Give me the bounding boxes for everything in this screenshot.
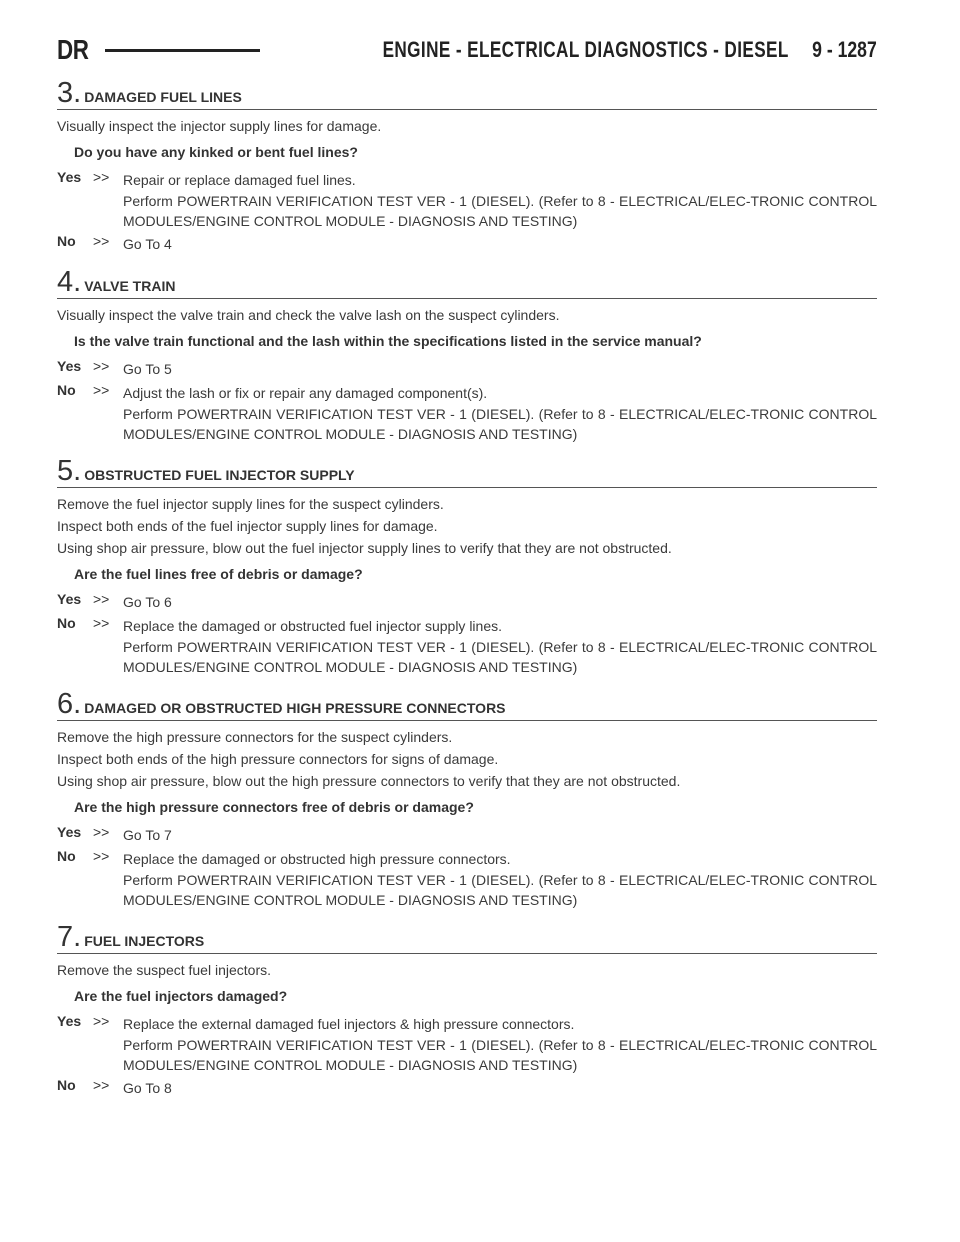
verification-reference: Perform POWERTRAIN VERIFICATION TEST VER - 1 (DIESEL). (Refer to 8 - ELECTRICAL/ELEC-TRONIC CONTROL MODULES/ENGINE CONTROL MODULE - DIAGNOSIS AND TESTING) [123, 406, 877, 442]
answer-arrow: >> [93, 382, 110, 398]
step-title: DAMAGED OR OBSTRUCTED HIGH PRESSURE CONNECTORS [84, 700, 506, 716]
verification-reference: Perform POWERTRAIN VERIFICATION TEST VER - 1 (DIESEL). (Refer to 8 - ELECTRICAL/ELEC-TRONIC CONTROL MODULES/ENGINE CONTROL MODULE - DIAGNOSIS AND TESTING) [123, 193, 877, 229]
step-title: VALVE TRAIN [84, 278, 176, 294]
answer-row [57, 1013, 877, 1075]
answer-label: Yes [57, 824, 82, 840]
answer-body [123, 1013, 877, 1075]
manual-code: DR [57, 34, 89, 65]
diagnostic-step [57, 78, 877, 255]
answer-arrow: >> [93, 1013, 110, 1029]
answer-action: Go To 8 [123, 1080, 172, 1096]
answer-action: Go To 4 [123, 236, 172, 252]
header-rule [105, 49, 260, 52]
step-title: FUEL INJECTORS [84, 933, 205, 949]
answer-body [123, 358, 877, 380]
page-header [57, 30, 877, 70]
step-title: OBSTRUCTED FUEL INJECTOR SUPPLY [84, 467, 355, 483]
diagnostic-step [57, 922, 877, 1099]
answer-action: Replace the external damaged fuel injectors & high pressure connectors. [123, 1016, 575, 1032]
answer-row [57, 1077, 877, 1099]
step-number: 3. [57, 77, 82, 109]
verification-reference: Perform POWERTRAIN VERIFICATION TEST VER - 1 (DIESEL). (Refer to 8 - ELECTRICAL/ELEC-TRONIC CONTROL MODULES/ENGINE CONTROL MODULE - DIAGNOSIS AND TESTING) [123, 1037, 877, 1073]
step-heading [57, 456, 877, 488]
answer-label: No [57, 1077, 76, 1093]
answer-row [57, 358, 877, 380]
step-question: Is the valve train functional and the lash within the specifications listed in the service manual? [74, 333, 702, 349]
step-question: Are the fuel lines free of debris or damage? [74, 566, 363, 582]
instruction-text: Inspect both ends of the high pressure connectors for signs of damage. [57, 751, 499, 767]
instruction-text: Remove the fuel injector supply lines for the suspect cylinders. [57, 496, 444, 512]
diagnostic-step [57, 456, 877, 677]
step-question: Are the high pressure connectors free of debris or damage? [74, 799, 474, 815]
answer-label: Yes [57, 1013, 82, 1029]
answer-action: Adjust the lash or fix or repair any damaged component(s). [123, 385, 488, 401]
verification-reference: Perform POWERTRAIN VERIFICATION TEST VER - 1 (DIESEL). (Refer to 8 - ELECTRICAL/ELEC-TRONIC CONTROL MODULES/ENGINE CONTROL MODULE - DIAGNOSIS AND TESTING) [123, 872, 877, 908]
answer-action: Go To 5 [123, 361, 172, 377]
step-number: 6. [57, 688, 82, 720]
answer-body [123, 591, 877, 613]
instruction-text: Using shop air pressure, blow out the fuel injector supply lines to verify that they are not obstructed. [57, 540, 672, 556]
answer-row [57, 591, 877, 613]
answer-label: Yes [57, 169, 82, 185]
answer-body [123, 848, 877, 910]
step-heading [57, 922, 877, 954]
answer-action: Replace the damaged or obstructed fuel injector supply lines. [123, 618, 502, 634]
answer-action: Go To 6 [123, 594, 172, 610]
answer-body [123, 169, 877, 231]
answer-label: No [57, 382, 76, 398]
answer-body [123, 615, 877, 677]
step-number: 4. [57, 266, 82, 298]
step-number: 5. [57, 455, 82, 487]
answer-arrow: >> [93, 591, 110, 607]
document-body [57, 78, 877, 1111]
page-number: 9 - 1287 [812, 37, 877, 62]
answer-label: No [57, 233, 76, 249]
answer-body [123, 824, 877, 846]
step-heading [57, 78, 877, 110]
answer-action: Repair or replace damaged fuel lines. [123, 172, 356, 188]
answer-row [57, 615, 877, 677]
diagnostic-step [57, 689, 877, 910]
answer-row [57, 382, 877, 444]
instruction-text: Using shop air pressure, blow out the high pressure connectors to verify that they are not obstructed. [57, 773, 681, 789]
answer-label: No [57, 848, 76, 864]
section-title: ENGINE - ELECTRICAL DIAGNOSTICS - DIESEL [382, 37, 789, 62]
answer-body [123, 233, 877, 255]
answer-row [57, 233, 877, 255]
answer-arrow: >> [93, 358, 110, 374]
step-heading [57, 689, 877, 721]
answer-row [57, 169, 877, 231]
answer-label: Yes [57, 591, 82, 607]
answer-arrow: >> [93, 824, 110, 840]
answer-label: Yes [57, 358, 82, 374]
answer-label: No [57, 615, 76, 631]
answer-body [123, 382, 877, 444]
step-number: 7. [57, 921, 82, 953]
instruction-text: Inspect both ends of the fuel injector supply lines for damage. [57, 518, 438, 534]
step-question: Do you have any kinked or bent fuel lines? [74, 144, 358, 160]
answer-arrow: >> [93, 1077, 110, 1093]
step-title: DAMAGED FUEL LINES [84, 89, 242, 105]
instruction-text: Remove the high pressure connectors for the suspect cylinders. [57, 729, 453, 745]
answer-arrow: >> [93, 169, 110, 185]
instruction-text: Visually inspect the valve train and check the valve lash on the suspect cylinders. [57, 307, 560, 323]
answer-row [57, 848, 877, 910]
instruction-text: Visually inspect the injector supply lines for damage. [57, 118, 382, 134]
diagnostic-step [57, 267, 877, 444]
answer-arrow: >> [93, 233, 110, 249]
answer-body [123, 1077, 877, 1099]
answer-action: Replace the damaged or obstructed high pressure connectors. [123, 851, 511, 867]
answer-action: Go To 7 [123, 827, 172, 843]
step-question: Are the fuel injectors damaged? [74, 988, 288, 1004]
step-heading [57, 267, 877, 299]
instruction-text: Remove the suspect fuel injectors. [57, 962, 271, 978]
answer-row [57, 824, 877, 846]
verification-reference: Perform POWERTRAIN VERIFICATION TEST VER - 1 (DIESEL). (Refer to 8 - ELECTRICAL/ELEC-TRONIC CONTROL MODULES/ENGINE CONTROL MODULE - DIAGNOSIS AND TESTING) [123, 639, 877, 675]
answer-arrow: >> [93, 848, 110, 864]
answer-arrow: >> [93, 615, 110, 631]
